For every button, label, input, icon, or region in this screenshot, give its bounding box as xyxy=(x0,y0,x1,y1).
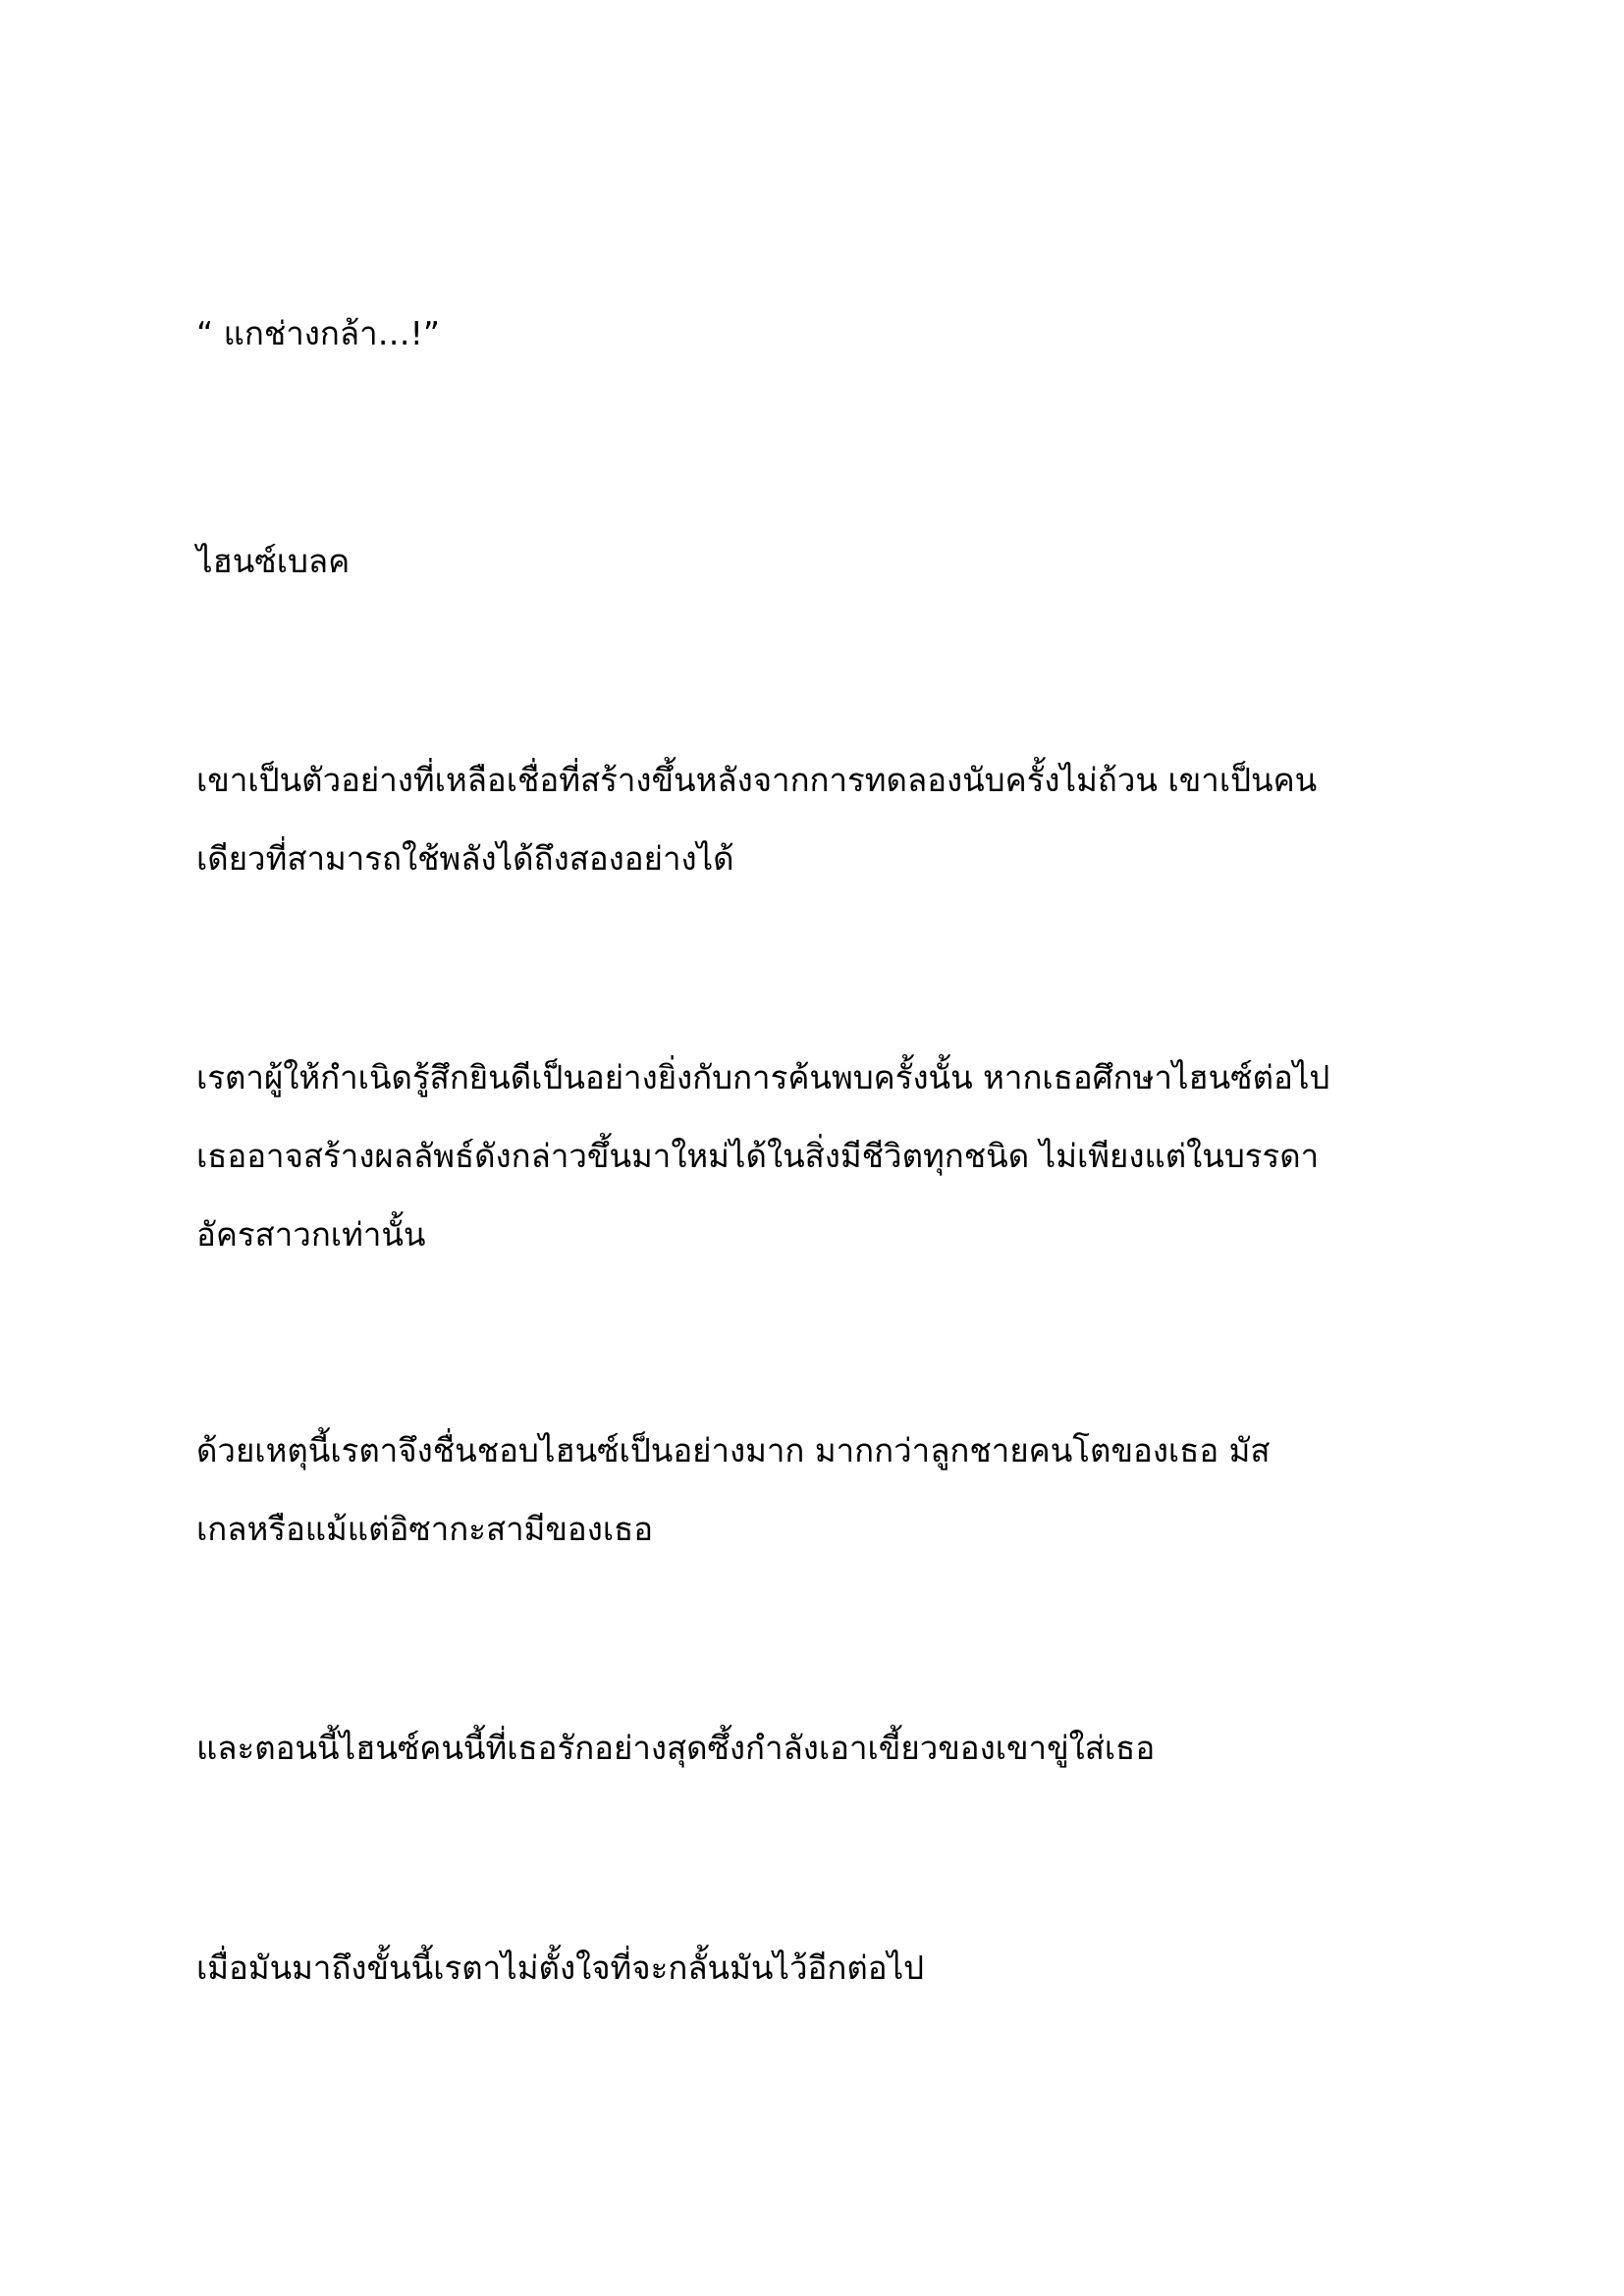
text-line: ไฮนซ์เบลค xyxy=(196,542,351,580)
paragraph-description xyxy=(196,741,1434,898)
paragraph-threat xyxy=(196,1709,1434,1788)
paragraph-discovery xyxy=(196,1039,1434,1274)
text-line: ด้วยเหตุนี้เรตาจึงชื่นชอบไฮนซ์เป็นอย่างมาก มากกว่าลูกชายคนโตของเธอ มัส xyxy=(196,1431,1271,1469)
text-line: เรตาผู้ให้กำเนิดรู้สึกยินดีเป็นอย่างยิ่งกับการค้นพบครั้งนั้น หากเธอศึกษาไฮนซ์ต่อไป xyxy=(196,1058,1330,1096)
paragraph-resolve xyxy=(196,1929,1434,2007)
paragraph-favoritism xyxy=(196,1412,1434,1569)
text-line: เมื่อมันมาถึงขั้นนี้เรตาไม่ตั้งใจที่จะกลั้นมันไว้อีกต่อไป xyxy=(196,1949,925,1987)
paragraph-exclamation xyxy=(196,294,1434,373)
text-line: เกลหรือแม้แต่อิซากะสามีของเธอ xyxy=(196,1510,654,1548)
paragraph-name xyxy=(196,522,1434,601)
text-line: เธออาจสร้างผลลัพธ์ดังกล่าวขึ้นมาใหม่ได้ในสิ่งมีชีวิตทุกชนิด ไม่เพียงแต่ในบรรดา xyxy=(196,1137,1320,1175)
text-line: เขาเป็นตัวอย่างที่เหลือเชื่อที่สร้างขึ้นหลังจากการทดลองนับครั้งไม่ถ้วน เขาเป็นคน xyxy=(196,761,1318,799)
text-line: และตอนนี้ไฮนซ์คนนี้ที่เธอรักอย่างสุดซึ้งกำลังเอาเขี้ยวของเขาขู่ใส่เธอ xyxy=(196,1729,1156,1767)
text-line: อัครสาวกเท่านั้น xyxy=(196,1215,426,1254)
text-line: “ แกช่างกล้า…!” xyxy=(196,314,440,352)
text-line: เดียวที่สามารถใช้พลังได้ถึงสองอย่างได้ xyxy=(196,839,734,878)
